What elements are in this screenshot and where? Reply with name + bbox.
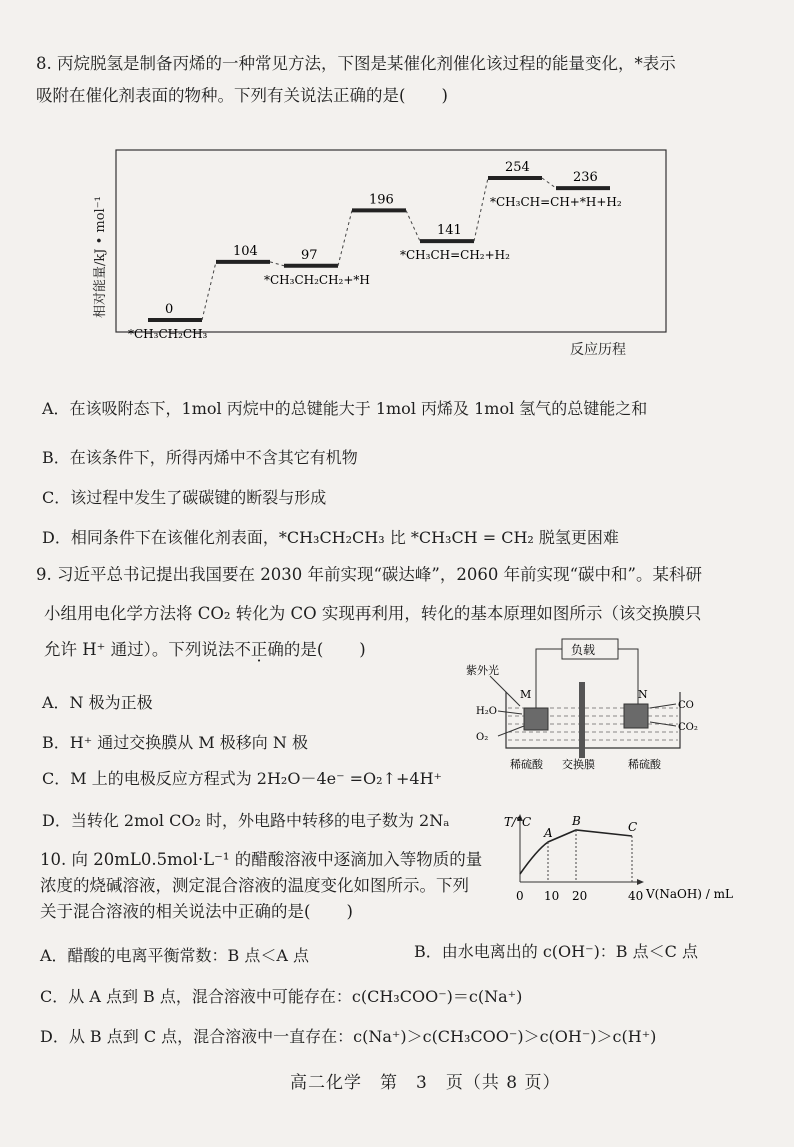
- q10-stem-line1: [40, 848, 482, 872]
- point-label: C: [628, 820, 638, 834]
- q8-number: 8.: [36, 54, 52, 73]
- q10-number: 10.: [40, 850, 67, 869]
- q9-o2-label: O₂: [476, 732, 489, 743]
- q9-electrode-m: [524, 708, 548, 730]
- q10-option-b[interactable]: B．由水电离出的 c(OH⁻)：B 点＜C 点: [414, 942, 698, 961]
- q9-load-label: 负载: [571, 643, 596, 657]
- level-connector: [338, 210, 352, 265]
- level-connector: [406, 210, 420, 241]
- q9-option-d[interactable]: D．当转化 2mol CO₂ 时，外电路中转移的电子数为 2Nₐ: [42, 811, 450, 830]
- q8-option-a[interactable]: A．在该吸附态下，1mol 丙烷中的总键能大于 1mol 丙烯及 1mol 氢气的总键能之和: [42, 399, 648, 418]
- q10-option-c[interactable]: C．从 A 点到 B 点，混合溶液中可能存在：c(CH₃COO⁻)＝c(Na⁺): [40, 987, 523, 1006]
- q9-h2o-label: H₂O: [476, 706, 497, 717]
- q8-option-c[interactable]: C．该过程中发生了碳碳键的断裂与形成: [42, 488, 327, 507]
- q10-option-a[interactable]: A．醋酸的电离平衡常数：B 点＜A 点: [40, 946, 310, 965]
- q9-stem-text3b: 的是(: [283, 640, 324, 659]
- x-tick-label: 0: [516, 889, 524, 903]
- energy-value-label: 97: [301, 247, 318, 263]
- energy-value-label: 236: [573, 170, 598, 186]
- q9-number: 9.: [36, 565, 52, 584]
- q9-left-solution-label: 稀硫酸: [510, 758, 543, 771]
- q9-n-label: N: [638, 688, 648, 701]
- level-connector: [270, 262, 284, 266]
- q8-ylabel: 相对能量/kJ • mol⁻¹: [93, 196, 108, 318]
- q10-ylabel: T/°C: [504, 815, 532, 829]
- q9-stem-line2: 小组用电化学方法将 CO₂ 转化为 CO 实现再利用，转化的基本原理如图所示（该交换膜只: [44, 604, 702, 623]
- q9-option-c[interactable]: C．M 上的电极反应方程式为 2H₂O－4e⁻ =O₂↑+4H⁺: [42, 769, 442, 788]
- q10-paren-close: ): [346, 902, 353, 921]
- q9-stem-text1: 习近平总书记提出我国要在 2030 年前实现“碳达峰”，2060 年前实现“碳中和”。某科研: [57, 565, 702, 584]
- level-connector: [202, 262, 216, 320]
- x-tick-label: 10: [544, 889, 560, 903]
- q9-paren-close: ): [359, 640, 366, 659]
- q9-stem-line1: [36, 563, 702, 587]
- energy-value-label: 196: [369, 192, 394, 208]
- q8-option-b[interactable]: B．在该条件下，所得丙烯中不含其它有机物: [42, 448, 358, 467]
- q9-option-b[interactable]: B．H⁺ 通过交换膜从 M 极移向 N 极: [42, 733, 308, 752]
- q9-option-a[interactable]: A．N 极为正极: [42, 693, 153, 712]
- q9-co2-label: CO₂: [678, 722, 698, 733]
- q10-option-d[interactable]: D．从 B 点到 C 点，混合溶液中一直存在：c(Na⁺)＞c(CH₃COO⁻)＞c(OH⁻)＞c(H⁺): [40, 1027, 657, 1046]
- species-label: *CH₃CH=CH+*H+H₂: [490, 195, 622, 210]
- q10-stem-text1: 向 20mL0.5mol·L⁻¹ 的醋酸溶液中逐滴加入等物质的量: [71, 850, 483, 869]
- species-label: *CH₃CH₂CH₃: [128, 327, 208, 341]
- energy-value-label: 254: [505, 160, 530, 175]
- q9-uv-label: 紫外光: [466, 664, 499, 677]
- q9-wire-left: [536, 649, 562, 692]
- q9-co-label: CO: [678, 700, 694, 711]
- q9-right-solution-label: 稀硫酸: [628, 758, 661, 771]
- q9-uv-arrow: [490, 676, 520, 706]
- species-label: *CH₃CH₂CH₂+*H: [264, 272, 370, 287]
- q8-paren-close: ): [441, 86, 448, 105]
- x-tick-label: 20: [572, 889, 588, 903]
- q8-stem-line1: [36, 52, 676, 76]
- point-label: A: [544, 826, 553, 840]
- q9-emphasis-not-correct: 不正确: [234, 640, 284, 659]
- level-connector: [542, 178, 556, 188]
- q9-m-label: M: [520, 688, 532, 701]
- q9-stem-line3: [44, 638, 366, 662]
- q10-xlabel: V(NaOH) / mL: [646, 887, 734, 901]
- page-footer: 高二化学 第 3 页（共 8 页）: [290, 1073, 561, 1093]
- energy-value-label: 104: [233, 243, 258, 259]
- q10-stem-line2: 浓度的烧碱溶液，测定混合溶液的温度变化如图所示。下列: [40, 876, 469, 895]
- q8-stem-text2: 吸附在催化剂表面的物种。下列有关说法正确的是(: [36, 86, 406, 105]
- q10-stem-text3: 关于混合溶液的相关说法中正确的是(: [40, 902, 311, 921]
- energy-value-label: 0: [165, 302, 174, 317]
- q8-option-d[interactable]: D．相同条件下在该催化剂表面，*CH₃CH₂CH₃ 比 *CH₃CH = CH₂ 脱氢更困难: [42, 528, 619, 547]
- point-label: B: [572, 814, 581, 828]
- energy-value-label: 141: [437, 223, 462, 239]
- q8-stem-text1: 丙烷脱氢是制备丙烯的一种常见方法，下图是某催化剂催化该过程的能量变化，*表示: [57, 54, 676, 73]
- species-label: *CH₃CH=CH₂+H₂: [400, 248, 510, 263]
- q10-temperature-chart: [500, 812, 768, 908]
- level-connector: [474, 178, 488, 241]
- q10-stem-line3: [40, 900, 353, 924]
- q9-stem-text3a: 允许 H⁺ 通过）。下列说法: [44, 640, 235, 659]
- q9-electrode-n: [624, 704, 648, 728]
- x-tick-label: 40: [628, 889, 644, 903]
- q9-wire-right: [618, 649, 638, 692]
- q8-energy-diagram: [93, 148, 672, 363]
- q9-membrane-label: 交换膜: [562, 758, 595, 771]
- q8-stem-line2: [36, 84, 448, 108]
- q9-membrane: [579, 682, 585, 758]
- q8-xlabel: 反应历程: [570, 342, 626, 358]
- q9-cell-diagram: [458, 636, 718, 774]
